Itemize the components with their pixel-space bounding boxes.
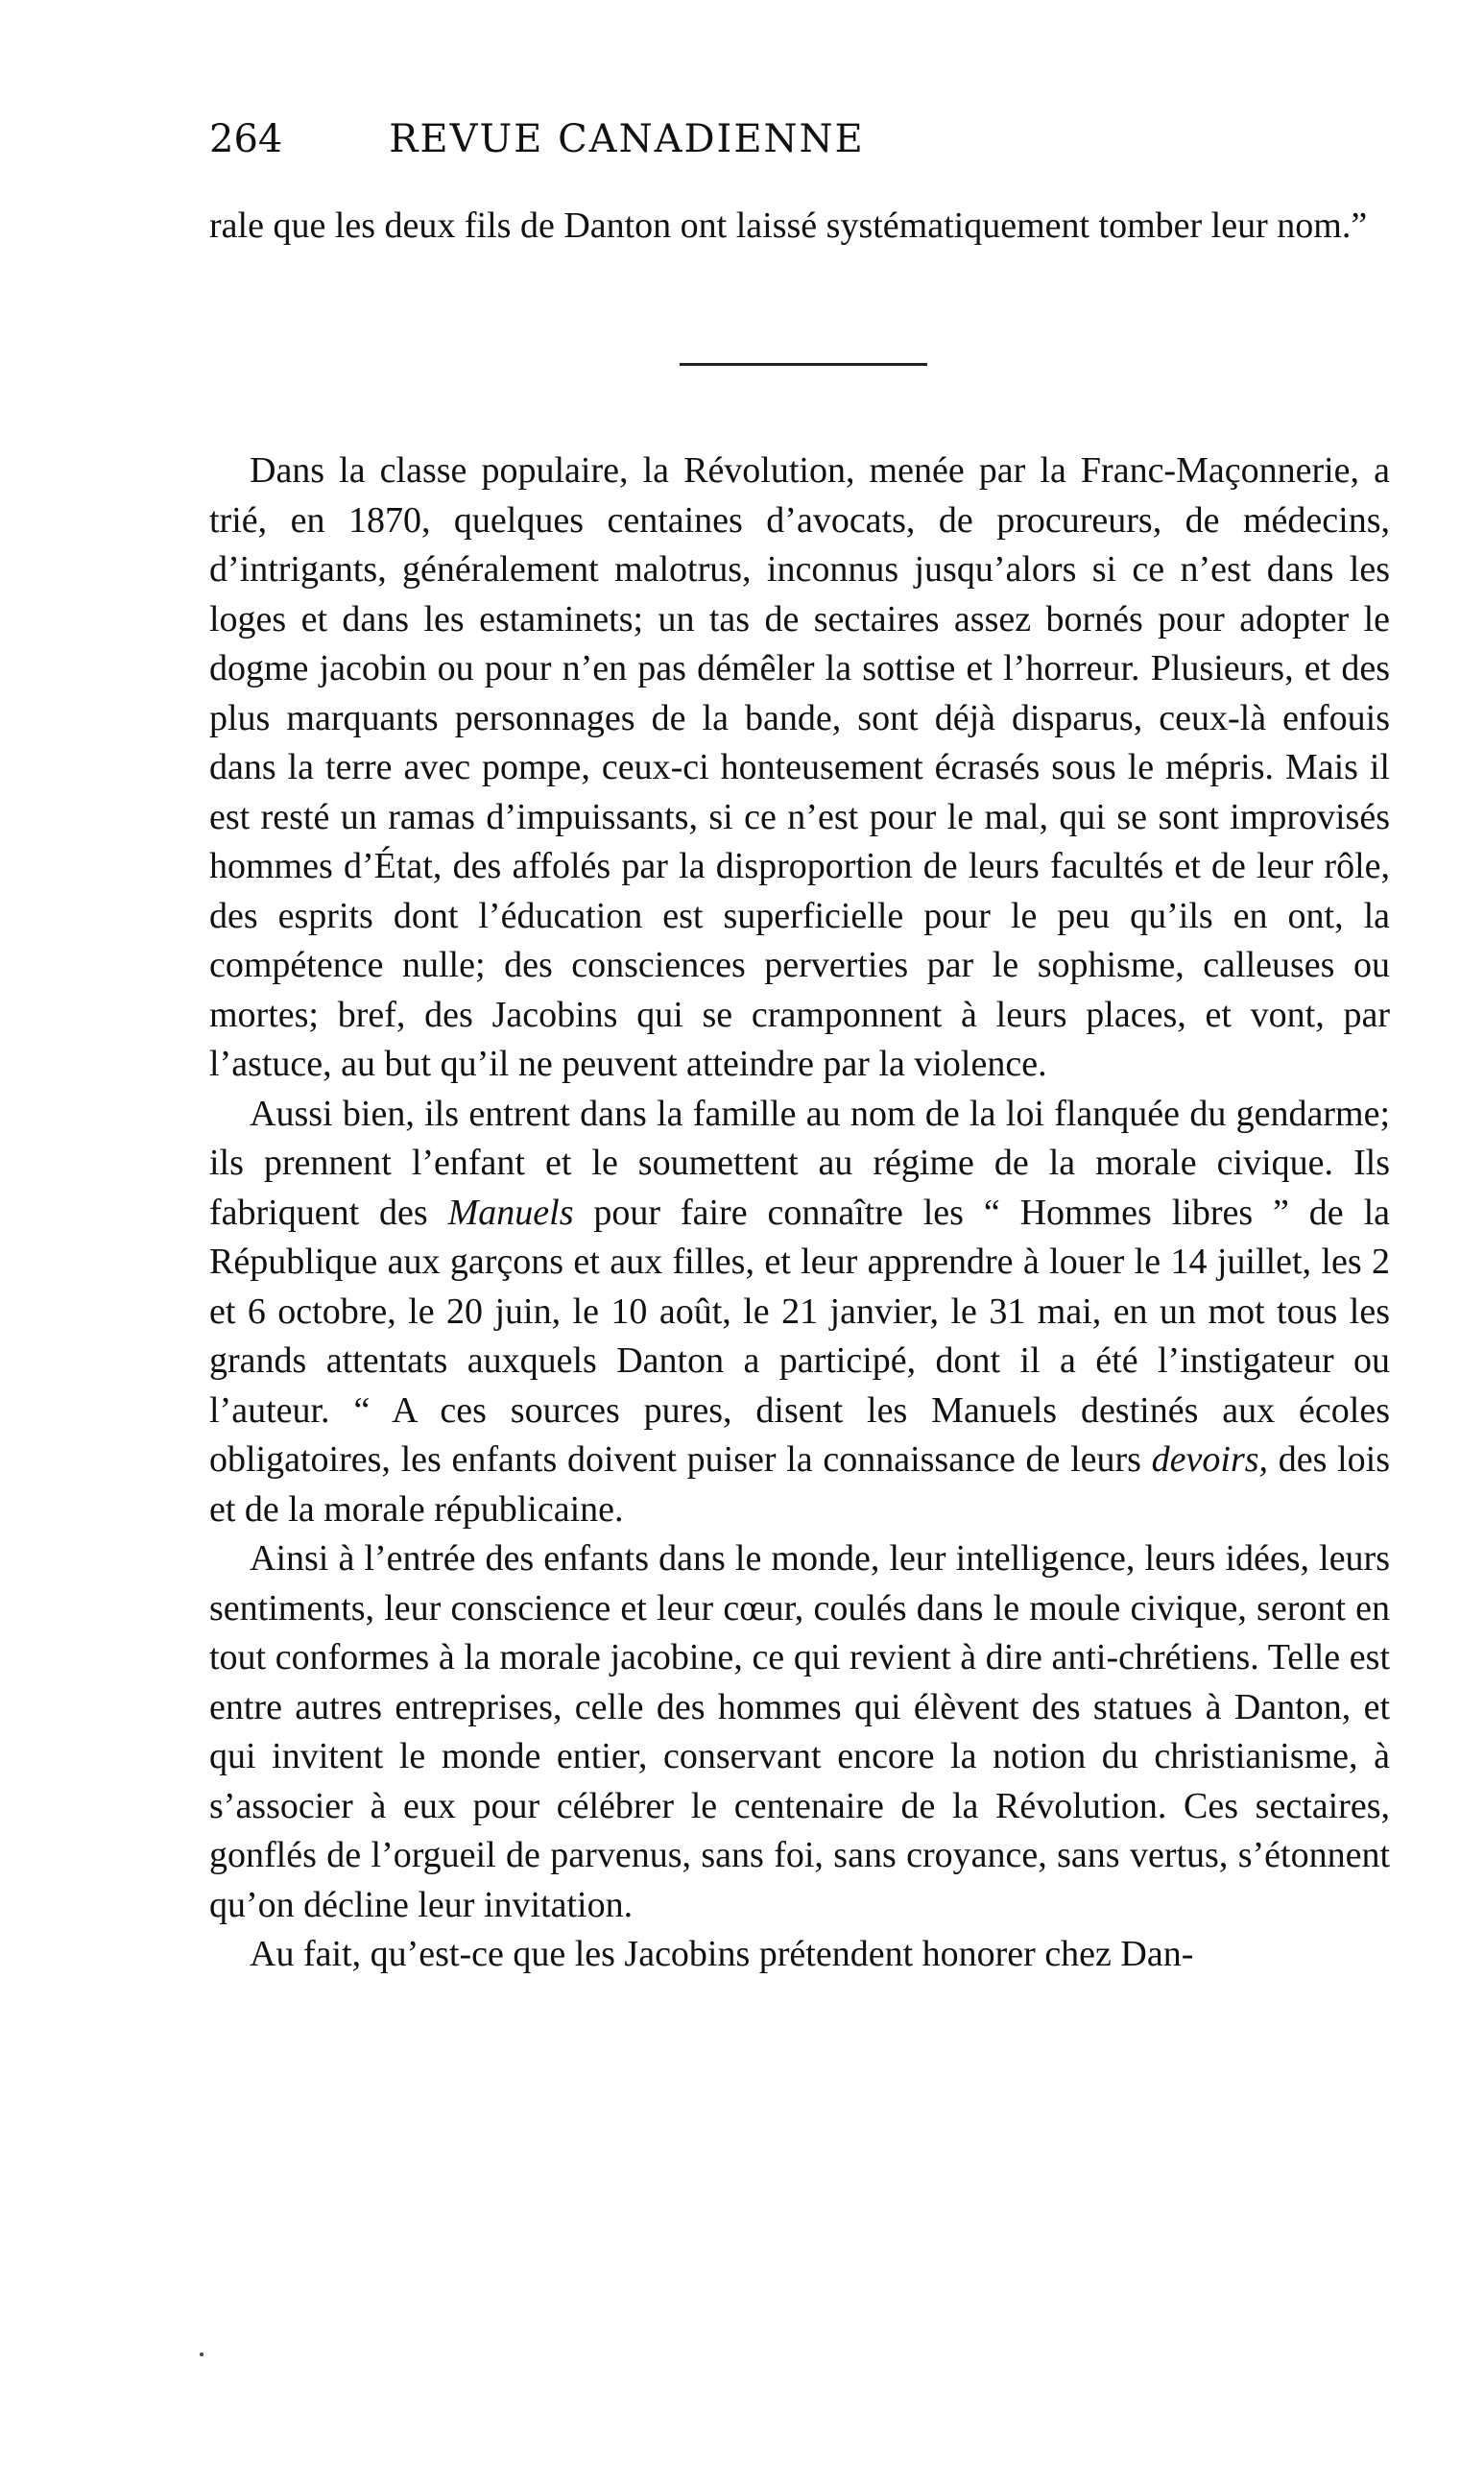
body-text — [209, 446, 1390, 1980]
paragraph-2-text-c: des lois et de la morale républicaine. — [209, 1439, 1390, 1530]
continuation-paragraph: rale que les deux fils de Danton ont laissé systématiquement tomber leur nom.” — [209, 205, 1368, 246]
running-head: REVUE CANADIENNE — [389, 117, 865, 161]
manuels-italic: Manuels — [447, 1192, 574, 1233]
paragraph-1: Dans la classe populaire, la Révolution, menée par la Franc-Maçonnerie, a trié, en 1870, quelques centaines d’avocats, de procureurs, de médecins, d’intrigants, généralement malotrus, inconnus jusqu’alors si ce n’est dans les loges et dans les estaminets; un tas de sectaires assez bornés pour adopter le dogme jacobin ou pour n’en pas démêler la sottise et l’horreur. Plusieurs, et des plus marquants personnages de la bande, sont déjà disparus, ceux-là enfouis dans la terre avec pompe, ceux-ci honteusement écrasés sous le mépris. Mais il est resté un ramas d’impuissants, si ce n’est pour le mal, qui se sont improvisés hommes d’État, des affolés par la disproportion de leurs facultés et de leur rôle, des esprits dont l’éducation est superficielle pour le peu qu’ils en ont, la compétence nulle; des consciences perverties par le sophisme, calleuses ou mortes; bref, des Jacobins qui se cramponnent à leurs places, et vont, par l’astuce, au but qu’il ne peuvent atteindre par la violence. — [209, 450, 1390, 1084]
paragraph-2-text-a: Aussi bien, ils entrent dans la famille au nom de la loi flanquée du gendarme; ils prennent l’enfant et le soumettent au régime de la morale civique. Ils fabriquent des — [209, 1093, 1390, 1233]
page-number: 264 — [209, 117, 283, 161]
print-speck — [200, 2352, 203, 2356]
page-header — [209, 117, 1044, 175]
paragraph-2 — [209, 1090, 1390, 1535]
devoirs-italic: devoirs, — [1151, 1439, 1269, 1480]
paragraph-2-text-b: pour faire connaître les “ Hommes libres ” de la République aux garçons et aux filles, et leur apprendre à louer le 14 juillet, les 2 et 6 octobre, le 20 juin, le 10 août, le 21 janvier, le 31 mai, en un mot tous les grands attentats auxquels Danton a participé, dont il a été l’instigateur ou l’auteur. “ A ces sources pures, disent les Manuels destinés aux écoles obligatoires, les enfants doivent puiser la connaissance de leurs — [209, 1192, 1391, 1480]
continuation-text — [209, 202, 1390, 252]
paragraph-4: Au fait, qu’est-ce que les Jacobins prétendent honorer chez Dan- — [250, 1934, 1194, 1974]
section-divider — [680, 363, 927, 366]
paragraph-3: Ainsi à l’entrée des enfants dans le monde, leur intelligence, leurs idées, leurs sentiments, leur conscience et leur cœur, coulés dans le moule civique, seront en tout conformes à la morale jacobine, ce qui revient à dire anti-chrétiens. Telle est entre autres entreprises, celle des hommes qui élèvent des statues à Danton, et qui invitent le monde entier, conservant encore la notion du christianisme, à s’associer à eux pour célébrer le centenaire de la Révolution. Ces sectaires, gonflés de l’orgueil de parvenus, sans foi, sans croyance, sans vertus, s’étonnent qu’on décline leur invitation. — [209, 1538, 1390, 1925]
